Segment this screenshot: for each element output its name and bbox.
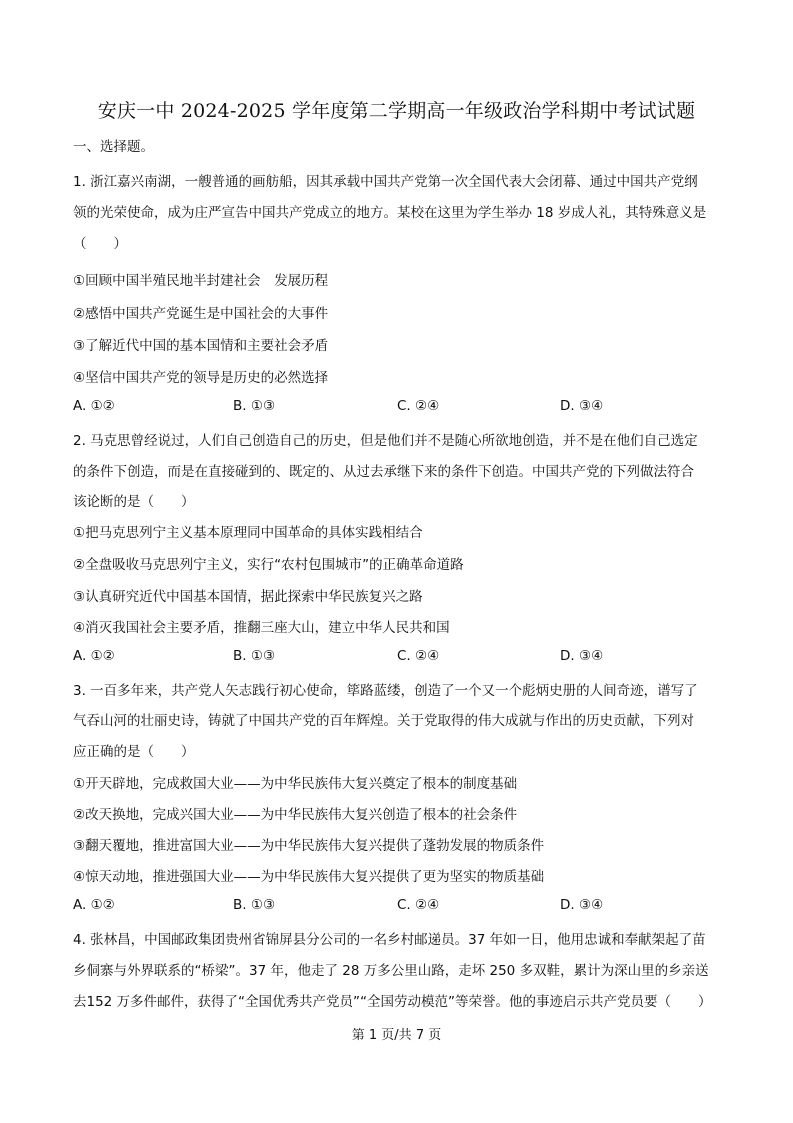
q2-option-d: D. ③④ [560, 648, 604, 664]
exam-title: 安庆一中 2024-2025 学年度第二学期高一年级政治学科期中考试试题 [97, 100, 696, 122]
q4-stem-line: 4. 张林昌，中国邮政集团贵州省锦屏县分公司的一名乡村邮递员。37 年如一日，他用忠诚和奉献架起了苗 [73, 932, 706, 948]
q2-item: ①把马克思列宁主义基本原理同中国革命的具体实践相结合 [73, 525, 423, 541]
q3-option-d: D. ③④ [560, 897, 604, 913]
q2-stem-line: 2. 马克思曾经说过，人们自己创造自己的历史，但是他们并不是随心所欲地创造，并不是在他们自己选定 [73, 433, 698, 449]
q2-item: ④消灭我国社会主要矛盾，推翻三座大山，建立中华人民共和国 [73, 620, 450, 636]
page-number: 第 1 页/共 7 页 [351, 1028, 442, 1043]
q1-option-a: A. ①② [73, 398, 115, 414]
q4-stem-line: 乡侗寨与外界联系的“桥梁”。37 年，他走了 28 万多公里山路，走坏 250 多双鞋，累计为深山里的乡亲送 [73, 963, 709, 979]
q3-item: ④惊天动地，推进强国大业——为中华民族伟大复兴提供了更为坚实的物质基础 [73, 869, 545, 885]
q1-item: ②感悟中国共产党诞生是中国社会的大事件 [73, 306, 329, 322]
q1-option-c: C. ②④ [397, 398, 440, 414]
q1-stem-line: 1. 浙江嘉兴南湖，一艘普通的画舫船，因其承载中国共产党第一次全国代表大会闭幕、通过中国共产党纲 [73, 174, 698, 190]
q3-option-c: C. ②④ [397, 897, 440, 913]
q2-item: ③认真研究近代中国基本国情，据此探索中华民族复兴之路 [73, 589, 423, 605]
q2-stem-line: 该论断的是（ ） [73, 494, 195, 510]
q1-option-d: D. ③④ [560, 398, 604, 414]
q2-stem-line: 的条件下创造，而是在直接碰到的、既定的、从过去承继下来的条件下创造。中国共产党的下列做法符合 [73, 464, 694, 480]
q2-option-a: A. ①② [73, 648, 115, 664]
q1-item: ③了解近代中国的基本国情和主要社会矛盾 [73, 338, 329, 354]
q3-item: ①开天辟地，完成救国大业——为中华民族伟大复兴奠定了根本的制度基础 [73, 776, 518, 792]
q1-answer-blank: （ ） [73, 236, 127, 252]
q1-item: ④坚信中国共产党的领导是历史的必然选择 [73, 370, 329, 386]
q3-stem-line: 应正确的是（ ） [73, 744, 195, 760]
q2-option-c: C. ②④ [397, 648, 440, 664]
q1-stem-line: 领的光荣使命，成为庄严宣告中国共产党成立的地方。某校在这里为学生举办 18 岁成人礼，其特殊意义是 [73, 205, 707, 221]
section-heading: 一、选择题。 [73, 139, 154, 155]
q2-option-b: B. ①③ [233, 648, 276, 664]
q3-item: ③翻天覆地，推进富国大业——为中华民族伟大复兴提供了蓬勃发展的物质条件 [73, 838, 545, 854]
q3-stem-line: 气吞山河的壮丽史诗，铸就了中国共产党的百年辉煌。关于党取得的伟大成就与作出的历史贡献，下列对 [73, 713, 694, 729]
q3-stem-line: 3. 一百多年来，共产党人矢志践行初心使命，筚路蓝缕，创造了一个又一个彪炳史册的人间奇迹，谱写了 [73, 683, 698, 699]
q3-option-a: A. ①② [73, 897, 115, 913]
q1-item: ①回顾中国半殖民地半封建社会 发展历程 [73, 273, 329, 289]
q4-stem-line: 去152 万多件邮件，获得了“全国优秀共产党员”“全国劳动模范”等荣誉。他的事迹启示共产党员要（ ） [73, 994, 712, 1010]
q3-item: ②改天换地，完成兴国大业——为中华民族伟大复兴创造了根本的社会条件 [73, 807, 518, 823]
q3-option-b: B. ①③ [233, 897, 276, 913]
q1-option-b: B. ①③ [233, 398, 276, 414]
q2-item: ②全盘吸收马克思列宁主义，实行“农村包围城市”的正确革命道路 [73, 557, 464, 573]
